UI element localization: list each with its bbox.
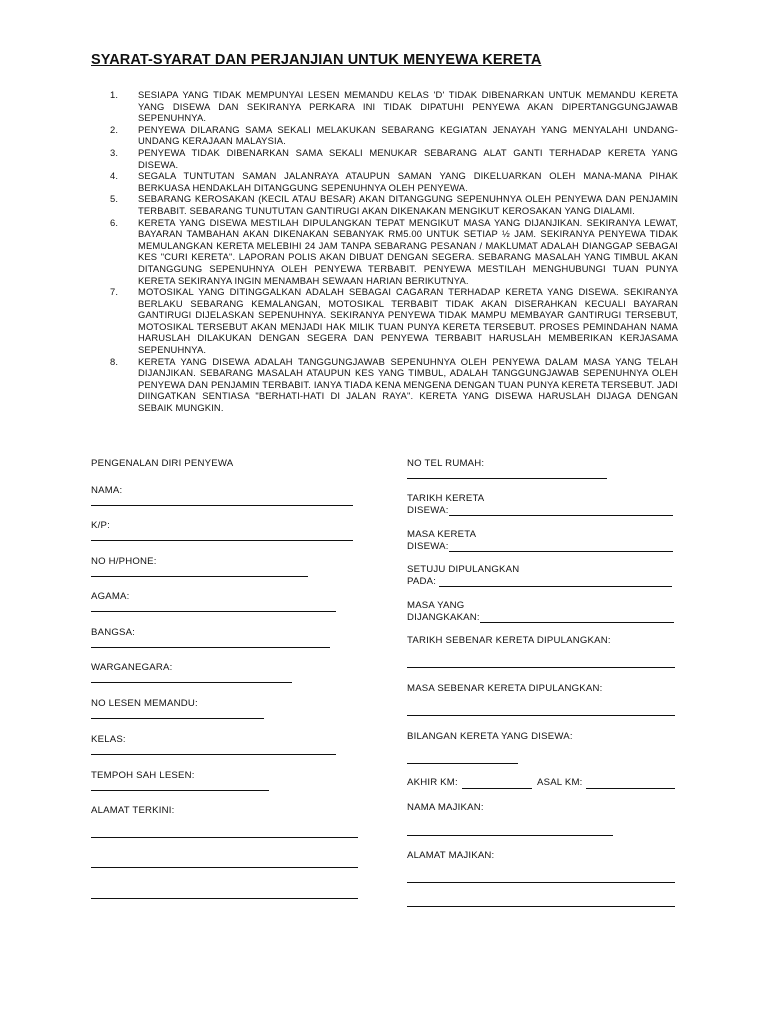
setuju-dipulangkan-label-1: SETUJU DIPULANGKAN [407, 564, 520, 575]
alamat-majikan-input-line-2[interactable] [407, 906, 675, 907]
term-item [110, 147, 678, 170]
alamat-input-line-3[interactable] [91, 898, 358, 899]
masa-dijangkakan-label-2: DIJANGKAKAN: [407, 612, 480, 623]
bilangan-label: BILANGAN KERETA YANG DISEWA: [407, 731, 573, 742]
term-number: 5. [110, 193, 119, 205]
term-item [110, 89, 678, 124]
masa-sebenar-label: MASA SEBENAR KERETA DIPULANGKAN: [407, 683, 603, 694]
warganegara-label: WARGANEGARA: [91, 662, 173, 673]
term-text: SEGALA TUNTUTAN SAMAN JALANRAYA ATAUPUN SAMAN YANG DIKELUARKAN OLEH MANA-MANA PIHAK BERKUASA HENDAKLAH DITANGGUNG SEPENUHNYA OLEH PENYEWA. [138, 170, 678, 193]
tarikh-sebenar-label: TARIKH SEBENAR KERETA DIPULANGKAN: [407, 635, 611, 646]
agama-input-line[interactable] [91, 611, 336, 612]
kp-input-line[interactable] [91, 540, 353, 541]
nama-label: NAMA: [91, 485, 123, 496]
kelas-label: KELAS: [91, 734, 126, 745]
masa-dijangkakan-input-line[interactable] [480, 622, 674, 623]
document-title: SYARAT-SYARAT DAN PERJANJIAN UNTUK MENYEWA KERETA [91, 52, 542, 68]
alamat-input-line-1[interactable] [91, 837, 358, 838]
tarikh-disewa-field [407, 493, 682, 521]
hphone-label: NO H/PHONE: [91, 556, 157, 567]
term-item [110, 286, 678, 356]
km-field [407, 777, 682, 793]
alamat-majikan-label: ALAMAT MAJIKAN: [407, 850, 495, 861]
term-number: 7. [110, 286, 119, 298]
alamat-label: ALAMAT TERKINI: [91, 805, 175, 816]
tempoh-input-line[interactable] [91, 790, 269, 791]
term-text: PENYEWA TIDAK DIBENARKAN SAMA SEKALI MENUKAR SEBARANG ALAT GANTI TERHADAP KERETA YANG DISEWA. [138, 146, 678, 170]
asal-km-label: ASAL KM: [537, 777, 583, 788]
warganegara-input-line[interactable] [91, 682, 292, 683]
alamat-input-line-2[interactable] [91, 867, 358, 868]
bilangan-input-line[interactable] [407, 763, 518, 764]
term-item [110, 170, 678, 193]
term-number: 6. [110, 216, 119, 228]
masa-disewa-field [407, 529, 682, 557]
term-text: PENYEWA DILARANG SAMA SEKALI MELAKUKAN SEBARANG KEGIATAN JENAYAH YANG MENYALAHI UNDANG-UNDANG KERAJAAN MALAYSIA. [138, 123, 678, 147]
majikan-input-line[interactable] [407, 835, 613, 836]
term-text: MOTOSIKAL YANG DITINGGALKAN ADALAH SEBAGAI CAGARAN TERHADAP KERETA YANG DISEWA. SEKIRANYA BERLAKU SEBARANG KEMALANGAN, MOTOSIKAL TERBABIT TIDAK AKAN DISERAHKAN KECUALI BAYARAN GANTIRUGI DIJELASKAN SEPENUHNYA. SEKIRANYA PENYEWA TIDAK MAMPU MEMBAYAR GANTIRUGI TERSEBUT, MOTOSIKAL TERSEBUT AKAN MENJADI HAK MILIK TUAN PUNYA KERETA TERSEBUT. PROSES PEMINDAHAN NAMA HARUSLAH DILAKUKAN DENGAN SEGERA DAN PENYEWA TERBABIT HARUSLAH MEMBERIKAN KERJASAMA SEPENUHNYA. [138, 286, 678, 356]
agama-label: AGAMA: [91, 591, 130, 602]
hphone-input-line[interactable] [91, 576, 308, 577]
term-item [110, 356, 678, 414]
nama-input-line[interactable] [91, 505, 353, 506]
lesen-label: NO LESEN MEMANDU: [91, 698, 198, 709]
kelas-input-line[interactable] [91, 754, 336, 755]
akhir-km-label: AKHIR KM: [407, 777, 458, 788]
tel-rumah-input-line[interactable] [407, 478, 607, 479]
tarikh-sebenar-input-line[interactable] [407, 667, 675, 668]
alamat-majikan-input-line-1[interactable] [407, 882, 675, 883]
tarikh-disewa-label-2: DISEWA: [407, 505, 449, 516]
term-item [110, 217, 678, 287]
tempoh-label: TEMPOH SAH LESEN: [91, 770, 195, 781]
renter-identity-section [91, 458, 371, 908]
term-number: 2. [110, 123, 119, 135]
rental-details-section [407, 458, 682, 918]
tarikh-disewa-input-line[interactable] [449, 515, 673, 516]
term-item [110, 124, 678, 147]
asal-km-input-line[interactable] [586, 788, 675, 789]
masa-dijangkakan-label-1: MASA YANG [407, 600, 465, 611]
setuju-dipulangkan-input-line[interactable] [439, 586, 672, 587]
term-text: SESIAPA YANG TIDAK MEMPUNYAI LESEN MEMANDU KELAS 'D' TIDAK DIBENARKAN UNTUK MEMANDU KERETA YANG DISEWA DAN SEKIRANYA PERKARA INI TIDAK DIPATUHI PENYEWA AKAN DIPERTANGGUNGJAWAB SEPENUHNYA. [138, 89, 678, 124]
bangsa-input-line[interactable] [91, 647, 330, 648]
term-number: 4. [110, 170, 119, 182]
setuju-dipulangkan-label-2: PADA: [407, 576, 437, 587]
term-number: 1. [110, 89, 119, 100]
masa-disewa-label-1: MASA KERETA [407, 529, 477, 540]
term-item [110, 193, 678, 216]
lesen-input-line[interactable] [91, 718, 264, 719]
term-text: KERETA YANG DISEWA MESTILAH DIPULANGKAN TEPAT MENGIKUT MASA YANG DIJANJIKAN. SEKIRANYA LEWAT, BAYARAN TAMBAHAN AKAN DIKENAKAN SEBANYAK RM5.00 UNTUK SETIAP ½ JAM. SEKIRANYA PENYEWA TIDAK MEMULANGKAN KERETA MELEBIHI 24 JAM TANPA SEBARANG PESANAN / MAKLUMAT ADALAH DIANGGAP SEBAGAI KES "CURI KERETA". LAPORAN POLIS AKAN DIBUAT DENGAN SEGERA. SEBARANG MASALAH YANG TIMBUL AKAN DITANGGUNG SEPENUHNYA OLEH PENYEWA TERBABIT. PENYEWA MESTILAH MENGHUBUNGI TUAN PUNYA KERETA SEKIRANYA INGIN MENAMBAH SEWAAN HARIAN BERIKUTNYA. [138, 216, 678, 286]
renter-identity-heading: PENGENALAN DIRI PENYEWA [91, 458, 234, 469]
term-number: 3. [110, 146, 119, 158]
kp-label: K/P: [91, 520, 110, 531]
tel-rumah-label: NO TEL RUMAH: [407, 458, 485, 469]
term-text: SEBARANG KEROSAKAN (KECIL ATAU BESAR) AKAN DITANGGUNG SEPENUHNYA OLEH PENYEWA DAN PENJAMIN TERBABIT. SEBARANG TUNUTUTAN GANTIRUGI AKAN DIKENAKAN MENGIKUT KEROSAKAN YANG DIALAMI. [138, 193, 678, 216]
akhir-km-input-line[interactable] [462, 788, 532, 789]
masa-disewa-input-line[interactable] [449, 551, 673, 552]
masa-dijangkakan-field [407, 600, 682, 628]
setuju-dipulangkan-field [407, 564, 682, 592]
masa-sebenar-input-line[interactable] [407, 715, 675, 716]
bangsa-label: BANGSA: [91, 627, 136, 638]
term-text: KERETA YANG DISEWA ADALAH TANGGUNGJAWAB SEPENUHNYA OLEH PENYEWA DALAM MASA YANG TELAH DIJANJIKAN. SEBARANG MASALAH ATAUPUN KES YANG TIMBUL, ADALAH TANGGUNGJAWAB SEPENUHNYA OLEH PENYEWA DAN PENJAMIN TERBABIT. IANYA TIADA KENA MENGENA DENGAN TUAN PUNYA KERETA TERSEBUT. JADI DIINGATKAN SENTIASA "BERHATI-HATI DI JALAN RAYA". KERETA YANG DISEWA HARUSLAH DIJAGA DENGAN SEBAIK MUNGKIN. [138, 355, 678, 414]
terms-list [110, 89, 678, 414]
term-number: 8. [110, 355, 119, 367]
tarikh-disewa-label-1: TARIKH KERETA [407, 493, 485, 504]
majikan-label: NAMA MAJIKAN: [407, 802, 484, 813]
masa-disewa-label-2: DISEWA: [407, 541, 449, 552]
